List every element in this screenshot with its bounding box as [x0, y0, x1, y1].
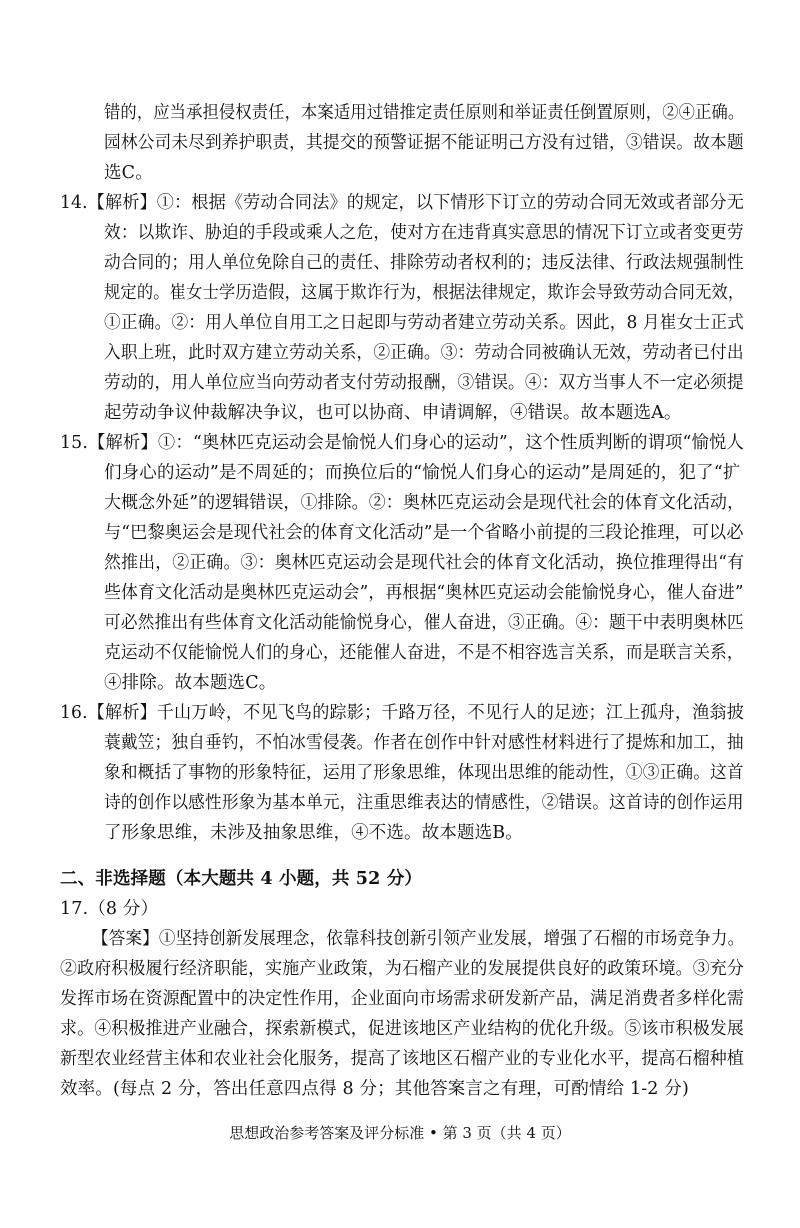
q17-line-4: 求。④积极推进产业融合，探索新模式，促进该地区产业结构的优化升级。⑤该市积极发展 [60, 1019, 744, 1039]
section-2-title: 二、非选择题（本大题共 4 小题，共 52 分） [60, 869, 422, 889]
q15-line-2: 们身心的运动”是不周延的；而换位后的“愉悦人们身心的运动”是周延的，犯了“扩 [104, 463, 741, 483]
q15-line-7: 可必然推出有些体育文化活动能愉悦身心，催人奋进，③正确。④：题干中表明奥林匹 [104, 613, 744, 633]
q14-line-7: 劳动的，用人单位应当向劳动者支付劳动报酬，③错误。④：双方当事人不一定必须提 [104, 373, 744, 393]
q15-line-9: ④排除。故本题选C。 [104, 673, 277, 693]
q14-line-1: 14.【解析】①：根据《劳动合同法》的规定，以下情形下订立的劳动合同无效或者部分无 [60, 193, 744, 213]
q16-line-3: 象和概括了事物的形象特征，运用了形象思维，体现出思维的能动性，①③正确。这首 [104, 763, 744, 783]
q17-line-3: 发挥市场在资源配置中的决定性作用，企业面向市场需求研发新产品，满足消费者多样化需 [60, 989, 744, 1009]
q17-line-6: 效率。(每点 2 分，答出任意四点得 8 分；其他答案言之有理，可酌情给 1-2 分) [60, 1079, 689, 1099]
q15-line-3: 大概念外延”的逻辑错误，①排除。②：奥林匹克运动会是现代社会的体育文化活动， [104, 493, 745, 513]
q17-line-5: 新型农业经营主体和农业社会化服务，提高了该地区石榴产业的专业化水平，提高石榴种植 [60, 1049, 744, 1069]
q14-line-6: 入职上班，此时双方建立劳动关系，②正确。③：劳动合同被确认无效，劳动者已付出 [104, 343, 744, 363]
intro-line-3: 选C。 [104, 163, 153, 183]
q14-line-4: 规定的。崔女士学历造假，这属于欺诈行为，根据法律规定，欺诈会导致劳动合同无效， [104, 283, 745, 303]
q16-line-4: 诗的创作以感性形象为基本单元，注重思维表达的情感性，②错误。这首诗的创作运用 [104, 793, 744, 813]
q16-line-1: 16.【解析】千山万岭，不见飞鸟的踪影；千路万径，不见行人的足迹；江上孤舟，渔翁披 [60, 703, 744, 723]
q17-header: 17.（8 分） [60, 899, 159, 919]
q14-line-5: ①正确。②：用人单位自用工之日起即与劳动者建立劳动关系。因此，8 月崔女士正式 [104, 313, 745, 333]
q15-line-6: 些体育文化活动是奥林匹克运动会”，再根据“奥林匹克运动会能愉悦身心，催人奋进” [104, 583, 744, 603]
q17-line-1: 【答案】①坚持创新发展理念，依靠科技创新引领产业发展，增强了石榴的市场竞争力。 [92, 929, 745, 949]
q15-line-5: 然推出，②正确。③：奥林匹克运动会是现代社会的体育文化活动，换位推理得出“有 [104, 553, 745, 573]
intro-line-2: 园林公司未尽到养护职责，其提交的预警证据不能证明己方没有过错，③错误。故本题 [104, 133, 744, 153]
q17-line-2: ②政府积极履行经济职能，实施产业政策，为石榴产业的发展提供良好的政策环境。③充分 [60, 959, 744, 979]
q16-line-5: 了形象思维，未涉及抽象思维，④不选。故本题选B。 [104, 823, 523, 843]
q16-line-2: 蓑戴笠；独自垂钓，不怕冰雪侵袭。作者在创作中针对感性材料进行了提炼和加工，抽 [104, 733, 744, 753]
q14-line-8: 起劳动争议仲裁解决争议，也可以协商、申请调解，④错误。故本题选A。 [104, 403, 682, 423]
q15-line-1: 15.【解析】①：“奥林匹克运动会是愉悦人们身心的运动”，这个性质判断的谓项“愉悦人 [60, 433, 744, 453]
q15-line-8: 克运动不仅能愉悦人们的身心，还能催人奋进，不是不相容选言关系，而是联言关系， [104, 643, 744, 663]
q15-line-4: 与“巴黎奥运会是现代社会的体育文化活动”是一个省略小前提的三段论推理，可以必 [104, 523, 744, 543]
page-footer: 思想政治参考答案及评分标准 • 第 3 页（共 4 页） [229, 1124, 571, 1142]
intro-line-1: 错的，应当承担侵权责任，本案适用过错推定责任原则和举证责任倒置原则，②④正确。 [104, 103, 745, 123]
q14-line-3: 动合同的；用人单位免除自己的责任、排除劳动者权利的；违反法律、行政法规强制性 [104, 253, 744, 273]
q14-line-2: 效：以欺诈、胁迫的手段或乘人之危，使对方在违背真实意思的情况下订立或者变更劳 [104, 223, 744, 243]
